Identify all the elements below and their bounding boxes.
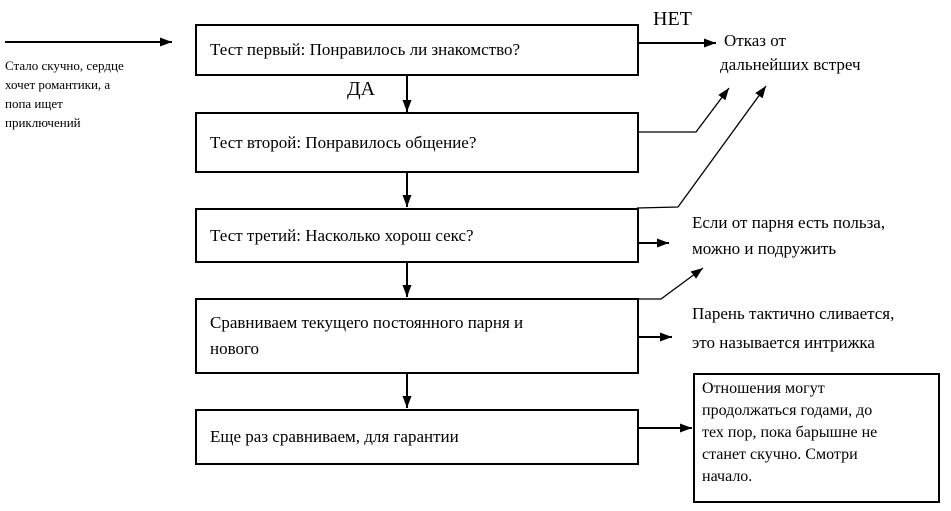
step-text: Тест второй: Понравилось общение? [210,132,477,152]
outcome-line: продолжаться годами, до [702,402,873,419]
arrow-step3-to-refusal [637,86,766,208]
outcome-box-long-term [693,373,940,503]
arrow-step4-to-useful [637,268,703,299]
outcome-line: станет скучно. Смотри [702,446,858,463]
start-note-line: приключений [5,115,81,130]
step-box-test-3 [195,208,639,263]
step-text: Еще раз сравниваем, для гарантии [210,427,459,446]
step-text: Сравниваем текущего постоянного парня и [210,313,524,332]
outcome-line: Отказ от [724,31,786,50]
outcome-line: можно и подружить [692,239,837,258]
outcome-line: Если от парня есть польза, [692,213,886,232]
outcome-line: тех пор, пока барышне не [702,424,878,441]
step-text: нового [210,339,260,358]
label-yes: ДА [347,78,376,100]
outcome-line: Отношения могут [702,380,825,397]
arrow-step2-to-refusal [637,88,729,132]
label-no: НЕТ [653,8,692,30]
outcome-fling [692,299,894,357]
step-text: Тест первый: Понравилось ли знакомство? [210,40,521,59]
step-box-compare [195,298,639,374]
outcome-line: начало. [702,468,753,485]
outcome-refusal [720,29,861,77]
outcome-line: Парень тактично сливается, [692,304,895,323]
start-note-line: хочет романтики, а [5,77,111,92]
step-box-test-1 [195,24,639,76]
outcome-line: это называется интрижка [692,333,875,352]
start-note-line: попа ищет [5,96,63,111]
step-box-compare-again [195,409,639,465]
start-note-line: Стало скучно, сердце [5,58,124,73]
step-box-test-2 [195,112,639,173]
outcome-line: дальнейших встреч [720,55,861,74]
step-text: Тест третий: Насколько хорош секс? [210,225,474,245]
start-note [5,56,165,132]
outcome-useful [692,210,885,262]
